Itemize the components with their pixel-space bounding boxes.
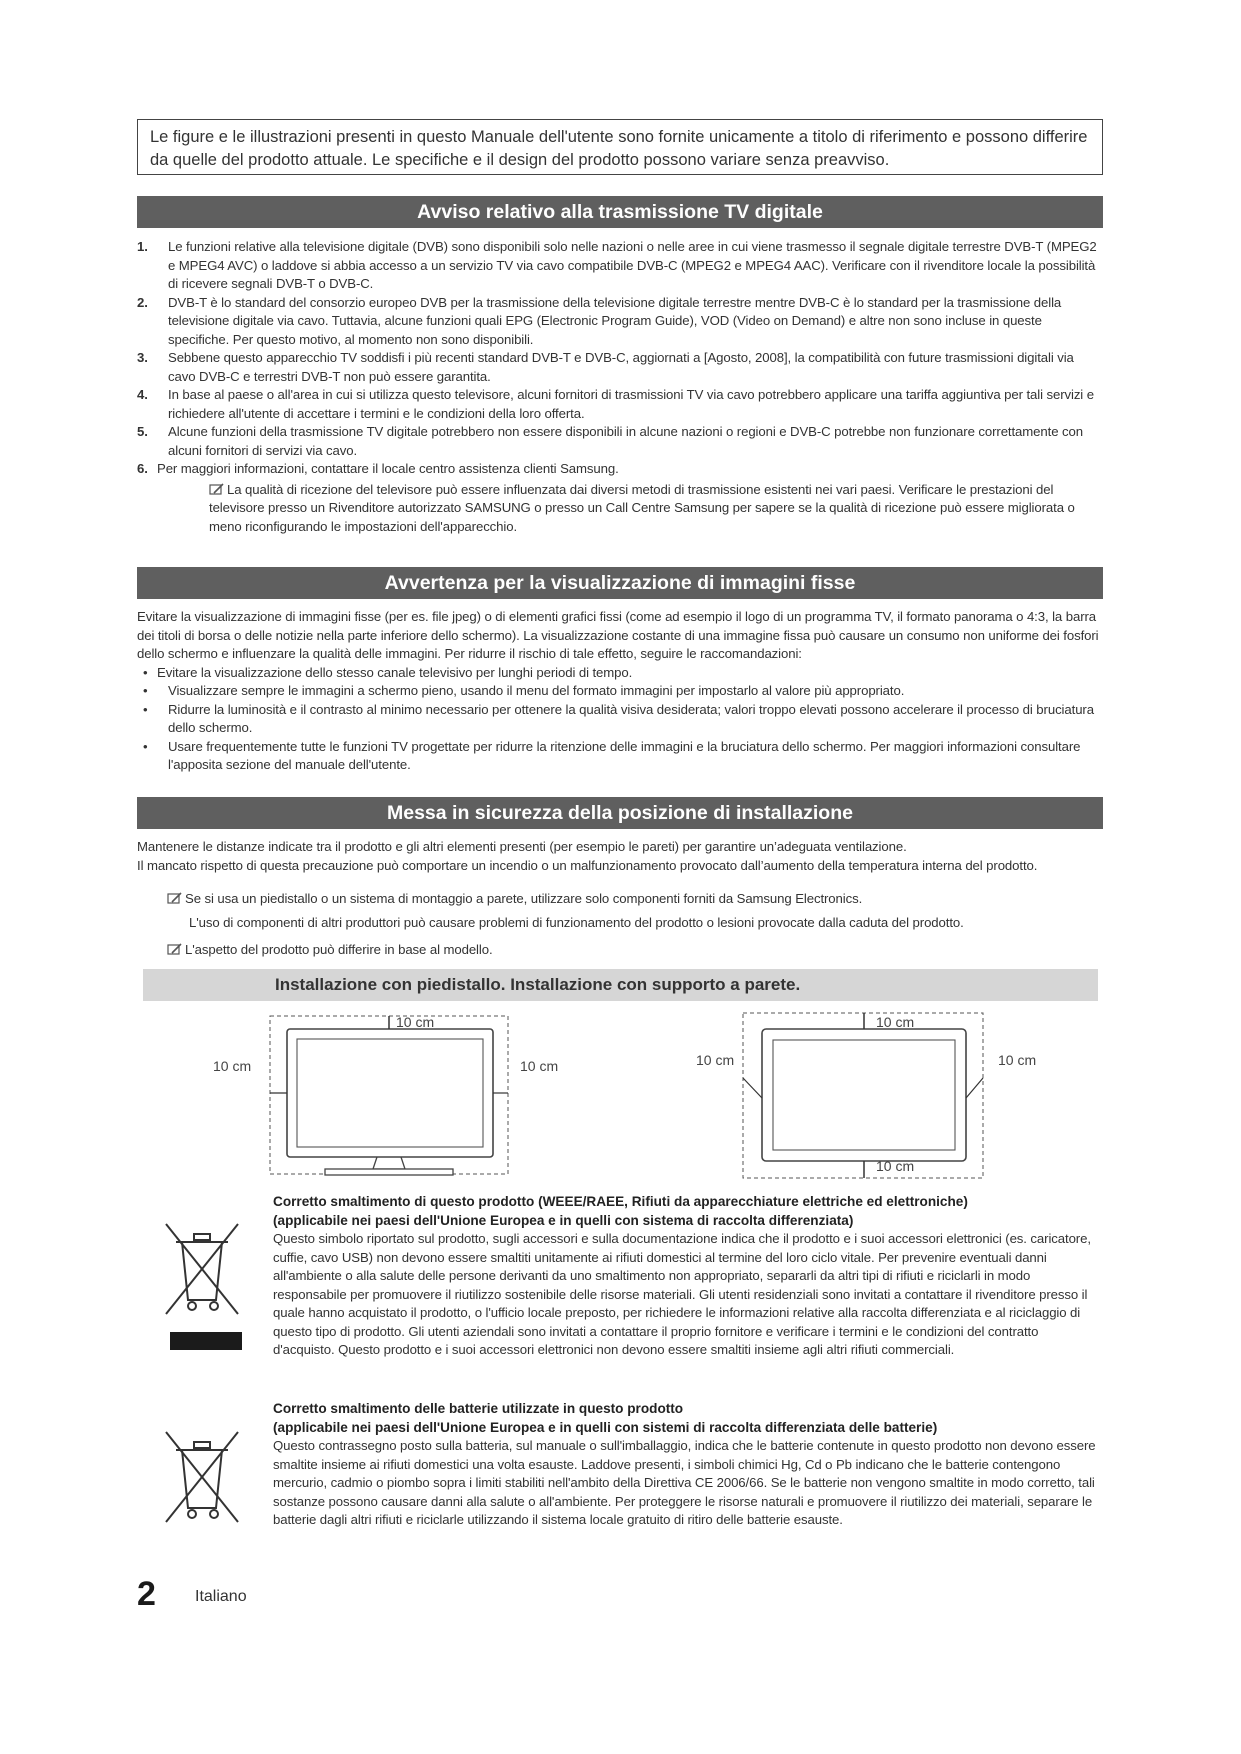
stand-note <box>167 890 1097 909</box>
bullet-text: Evitare la visualizzazione dello stesso canale televisivo per lunghi periodi di tempo. <box>157 664 633 680</box>
list-item <box>137 349 1103 386</box>
note-pencil-icon <box>209 483 225 496</box>
wall-mount-diagram <box>743 1013 983 1178</box>
list-item <box>137 238 1103 294</box>
list-number: 4. <box>137 387 148 402</box>
bullet-text: Visualizzare sempre le immagini a schermo pieno, usando il menu del formato immagini per impostarlo al valore più appropriato. <box>168 683 905 698</box>
section-title-digital-tv: Avviso relativo alla trasmissione TV digitale <box>137 196 1103 228</box>
bullet-dot: • <box>143 701 148 717</box>
installation-text <box>137 838 1103 875</box>
list-text: In base al paese o all'area in cui si utilizza questo televisore, alcuni fornitori di trasmissioni TV via cavo potrebbero applicare una tariffa aggiuntiva per tali servizi e richiedere all'utente di accettare i termini e le condizioni della loro offerta. <box>168 387 1094 421</box>
third-party-note <box>167 914 1097 933</box>
still-images-content <box>137 608 1103 775</box>
weee-subtitle: (applicabile nei paesi dell'Unione Europea e in quelli con sistema di raccolta differenziata) <box>273 1212 854 1228</box>
list-text: Sebbene questo apparecchio TV soddisfi i più recenti standard DVB-T e DVB-C, aggiornati a [Agosto, 2008], la compatibilità con future trasmissioni digitali via cavo DVB-C e terrestri DVB-T non può essere garantita. <box>168 350 1074 384</box>
list-item <box>137 460 1103 479</box>
list-number: 3. <box>137 350 148 365</box>
digital-tv-list <box>137 238 1103 536</box>
stand-installation-diagram <box>270 1016 508 1175</box>
installation-header <box>143 969 1098 1001</box>
bullet-dot: • <box>143 664 148 680</box>
dim-label-bottom-wall: 10 cm <box>876 1158 915 1174</box>
dim-label-left-wall: 10 cm <box>696 1052 735 1068</box>
list-number: 5. <box>137 424 148 439</box>
bullet-item <box>137 738 1103 775</box>
battery-block <box>273 1400 1103 1530</box>
reception-note-text: La qualità di ricezione del televisore può essere influenzata dai diversi metodi di trasmissione esistenti nei vari paesi. Verificare le prestazioni del televisore presso un Rivenditore autorizzato SAMSUNG o presso un Call Centre Samsung per sapere se la qualità di ricezione può essere migliorata o meno riconfigurando le impostazioni dell'apparecchio. <box>209 481 1075 534</box>
list-text: DVB-T è lo standard del consorzio europeo DVB per la trasmissione della televisione digitale terrestre mentre DVB-C è lo standard per la trasmissione della televisione digitale via cavo. Tuttavia, alcune funzioni quali EPG (Electronic Program Guide), VOD (Video on Demand) e altre non sono incluse in queste specifiche. Per questo motivo, al momento non sono disponibili. <box>168 294 1062 347</box>
list-item <box>137 294 1103 350</box>
bullet-text: Ridurre la luminosità e il contrasto al minimo necessario per ottenere la qualità visiva desiderata; valori troppo elevati possono accelerare il processo di bruciatura dello schermo. <box>168 701 1094 735</box>
weee-text: Questo simbolo riportato sul prodotto, sugli accessori e sulla documentazione indica che il prodotto e i suoi accessori elettronici (es. caricatore, cuffie, cavo USB) non devono essere smaltiti unitamente ai rifiuti domestici al termine del loro ciclo vitale. Per prevenire eventuali danni all'ambiente o alla salute delle persone derivanti da uno smaltimento non appropriato, separarli da altri tipi di rifiuti e riciclarli in modo responsabile per promuovere il riutilizzo sostenibile delle risorse materiali. Gli utenti residenziali sono invitati a contattare il rivenditore presso il quale hanno acquistato il prodotto, o l'ufficio locale preposto, per richiedere le informazioni relative alla raccolta differenziata e al riciclaggio di questo tipo di prodotto. Gli utenti aziendali sono invitati a contattare il proprio fornitore e verificare i termini e le condizioni del contratto d'acquisto. Questo prodotto e i suoi accessori elettronici non devono essere smaltiti insieme agli altri rifiuti commerciali. <box>273 1231 1091 1357</box>
appearance-note <box>167 941 1097 960</box>
dim-label-right-wall: 10 cm <box>998 1052 1037 1068</box>
bullet-item <box>137 682 1103 701</box>
dim-label-top-wall: 10 cm <box>876 1014 915 1030</box>
third-party-note-text: L'uso di componenti di altri produttori può causare problemi di funzionamento del prodotto o lesioni provocate dalla caduta del prodotto. <box>189 914 964 930</box>
page-number: 2 <box>137 1575 156 1613</box>
still-images-intro: Evitare la visualizzazione di immagini fisse (per es. file jpeg) o di elementi grafici fissi (come ad esempio il logo di un programma TV, il formato panorama o 4:3, la barra dei titoli di borsa o delle notizie nella parte inferiore dello schermo). La visualizzazione costante di una immagine fissa può causare un consumo non uniforme dei fosfori dello schermo e influenzare la qualità delle immagini. Per ridurre il rischio di tale effetto, seguire le raccomandazioni: <box>137 609 1099 661</box>
list-text: Le funzioni relative alla televisione digitale (DVB) sono disponibili solo nelle nazioni o nelle aree in cui viene trasmesso il segnale digitale terrestre DVB-T (MPEG2 e MPEG4 AVC) o laddove si abbia accesso a un servizio TV via cavo compatibile DVB-C (MPEG2 e MPEG4 AAC). Verificare con il rivenditore locale la possibilità di ricevere segnali DVB-T o DVB-C. <box>168 239 1097 291</box>
installation-header-text: Installazione con piedistallo. Installazione con supporto a parete. <box>275 975 801 994</box>
list-number: 6. <box>137 461 148 476</box>
weee-block <box>273 1193 1103 1360</box>
section-title-still-images: Avvertenza per la visualizzazione di immagini fisse <box>137 567 1103 599</box>
list-item <box>137 386 1103 423</box>
list-text: Per maggiori informazioni, contattare il locale centro assistenza clienti Samsung. <box>157 461 619 476</box>
bullet-text: Usare frequentemente tutte le funzioni TV progettate per ridurre la ritenzione delle immagini e la bruciatura dello schermo. Per maggiori informazioni consultare l'apposita sezione del manuale dell'utente. <box>168 738 1081 772</box>
note-pencil-icon <box>167 892 183 905</box>
dim-label-right-stand: 10 cm <box>520 1058 559 1074</box>
bullet-dot: • <box>143 738 148 754</box>
bullet-item <box>137 664 1103 683</box>
dim-label-left-stand: 10 cm <box>213 1058 252 1074</box>
bullet-item <box>137 701 1103 738</box>
weee-title: Corretto smaltimento di questo prodotto (WEEE/RAEE, Rifiuti da apparecchiature elettriche ed elettroniche) <box>273 1194 968 1209</box>
fire-warning-text: Il mancato rispetto di questa precauzione può comportare un incendio o un malfunzionamento provocato dall’aumento della temperatura interna del prodotto. <box>137 857 1038 873</box>
installation-diagrams <box>137 1003 1103 1183</box>
battery-text: Questo contrassegno posto sulla batteria, sul manuale o sull'imballaggio, indica che le batterie contenute in questo prodotto non devono essere smaltite insieme ai rifiuti domestici una volta esauste. Laddove presenti, i simboli chimici Hg, Cd o Pb indicano che le batterie contengono mercurio, cadmio o piombo sopra i limiti stabiliti nell'ambito della Direttiva CE 2006/66. Se le batterie non vengono smaltite in modo corretto, tali sostanze possono causare danni alla salute o all'ambiente. Per proteggere le risorse naturali e promuovere il riutilizzo dei materiali, separare le batterie dagli altri rifiuti e riciclarle utilizzando il sistema locale gratuito di ritiro delle batterie esauste. <box>273 1438 1096 1527</box>
note-pencil-icon <box>167 943 183 956</box>
appearance-note-text: L'aspetto del prodotto può differire in base al modello. <box>185 942 493 957</box>
crossed-bin-icon <box>158 1222 248 1352</box>
ventilation-text: Mantenere le distanze indicate tra il prodotto e gli altri elementi presenti (per esempio le pareti) per garantire un’adeguata ventilazione. <box>137 839 907 854</box>
page-language: Italiano <box>195 1588 247 1605</box>
list-number: 2. <box>137 294 148 310</box>
disclaimer-text: Le figure e le illustrazioni presenti in questo Manuale dell'utente sono fornite unicamente a titolo di riferimento e possono differire da quelle del prodotto attuale. Le specifiche e il design del prodotto possono variare senza preavviso. <box>150 128 1088 169</box>
battery-title: Corretto smaltimento delle batterie utilizzate in questo prodotto <box>273 1401 684 1416</box>
installation-notes <box>167 890 1097 960</box>
list-item <box>137 423 1103 460</box>
list-text: Alcune funzioni della trasmissione TV digitale potrebbero non essere disponibili in alcune nazioni o regioni e DVB-C potrebbe non funzionare correttamente con alcuni fornitori di servizi via cavo. <box>168 424 1083 458</box>
disclaimer-box <box>137 119 1103 175</box>
reception-note <box>137 481 1103 537</box>
dim-label-top-stand: 10 cm <box>396 1014 435 1030</box>
stand-note-text: Se si usa un piedistallo o un sistema di montaggio a parete, utilizzare solo componenti forniti da Samsung Electronics. <box>185 891 863 906</box>
list-number: 1. <box>137 239 148 254</box>
bullet-dot: • <box>143 683 148 698</box>
battery-subtitle: (applicabile nei paesi dell'Unione Europea e in quelli con sistemi di raccolta differenziata delle batterie) <box>273 1419 938 1435</box>
crossed-bin-icon <box>158 1430 248 1530</box>
section-title-installation: Messa in sicurezza della posizione di installazione <box>137 797 1103 829</box>
